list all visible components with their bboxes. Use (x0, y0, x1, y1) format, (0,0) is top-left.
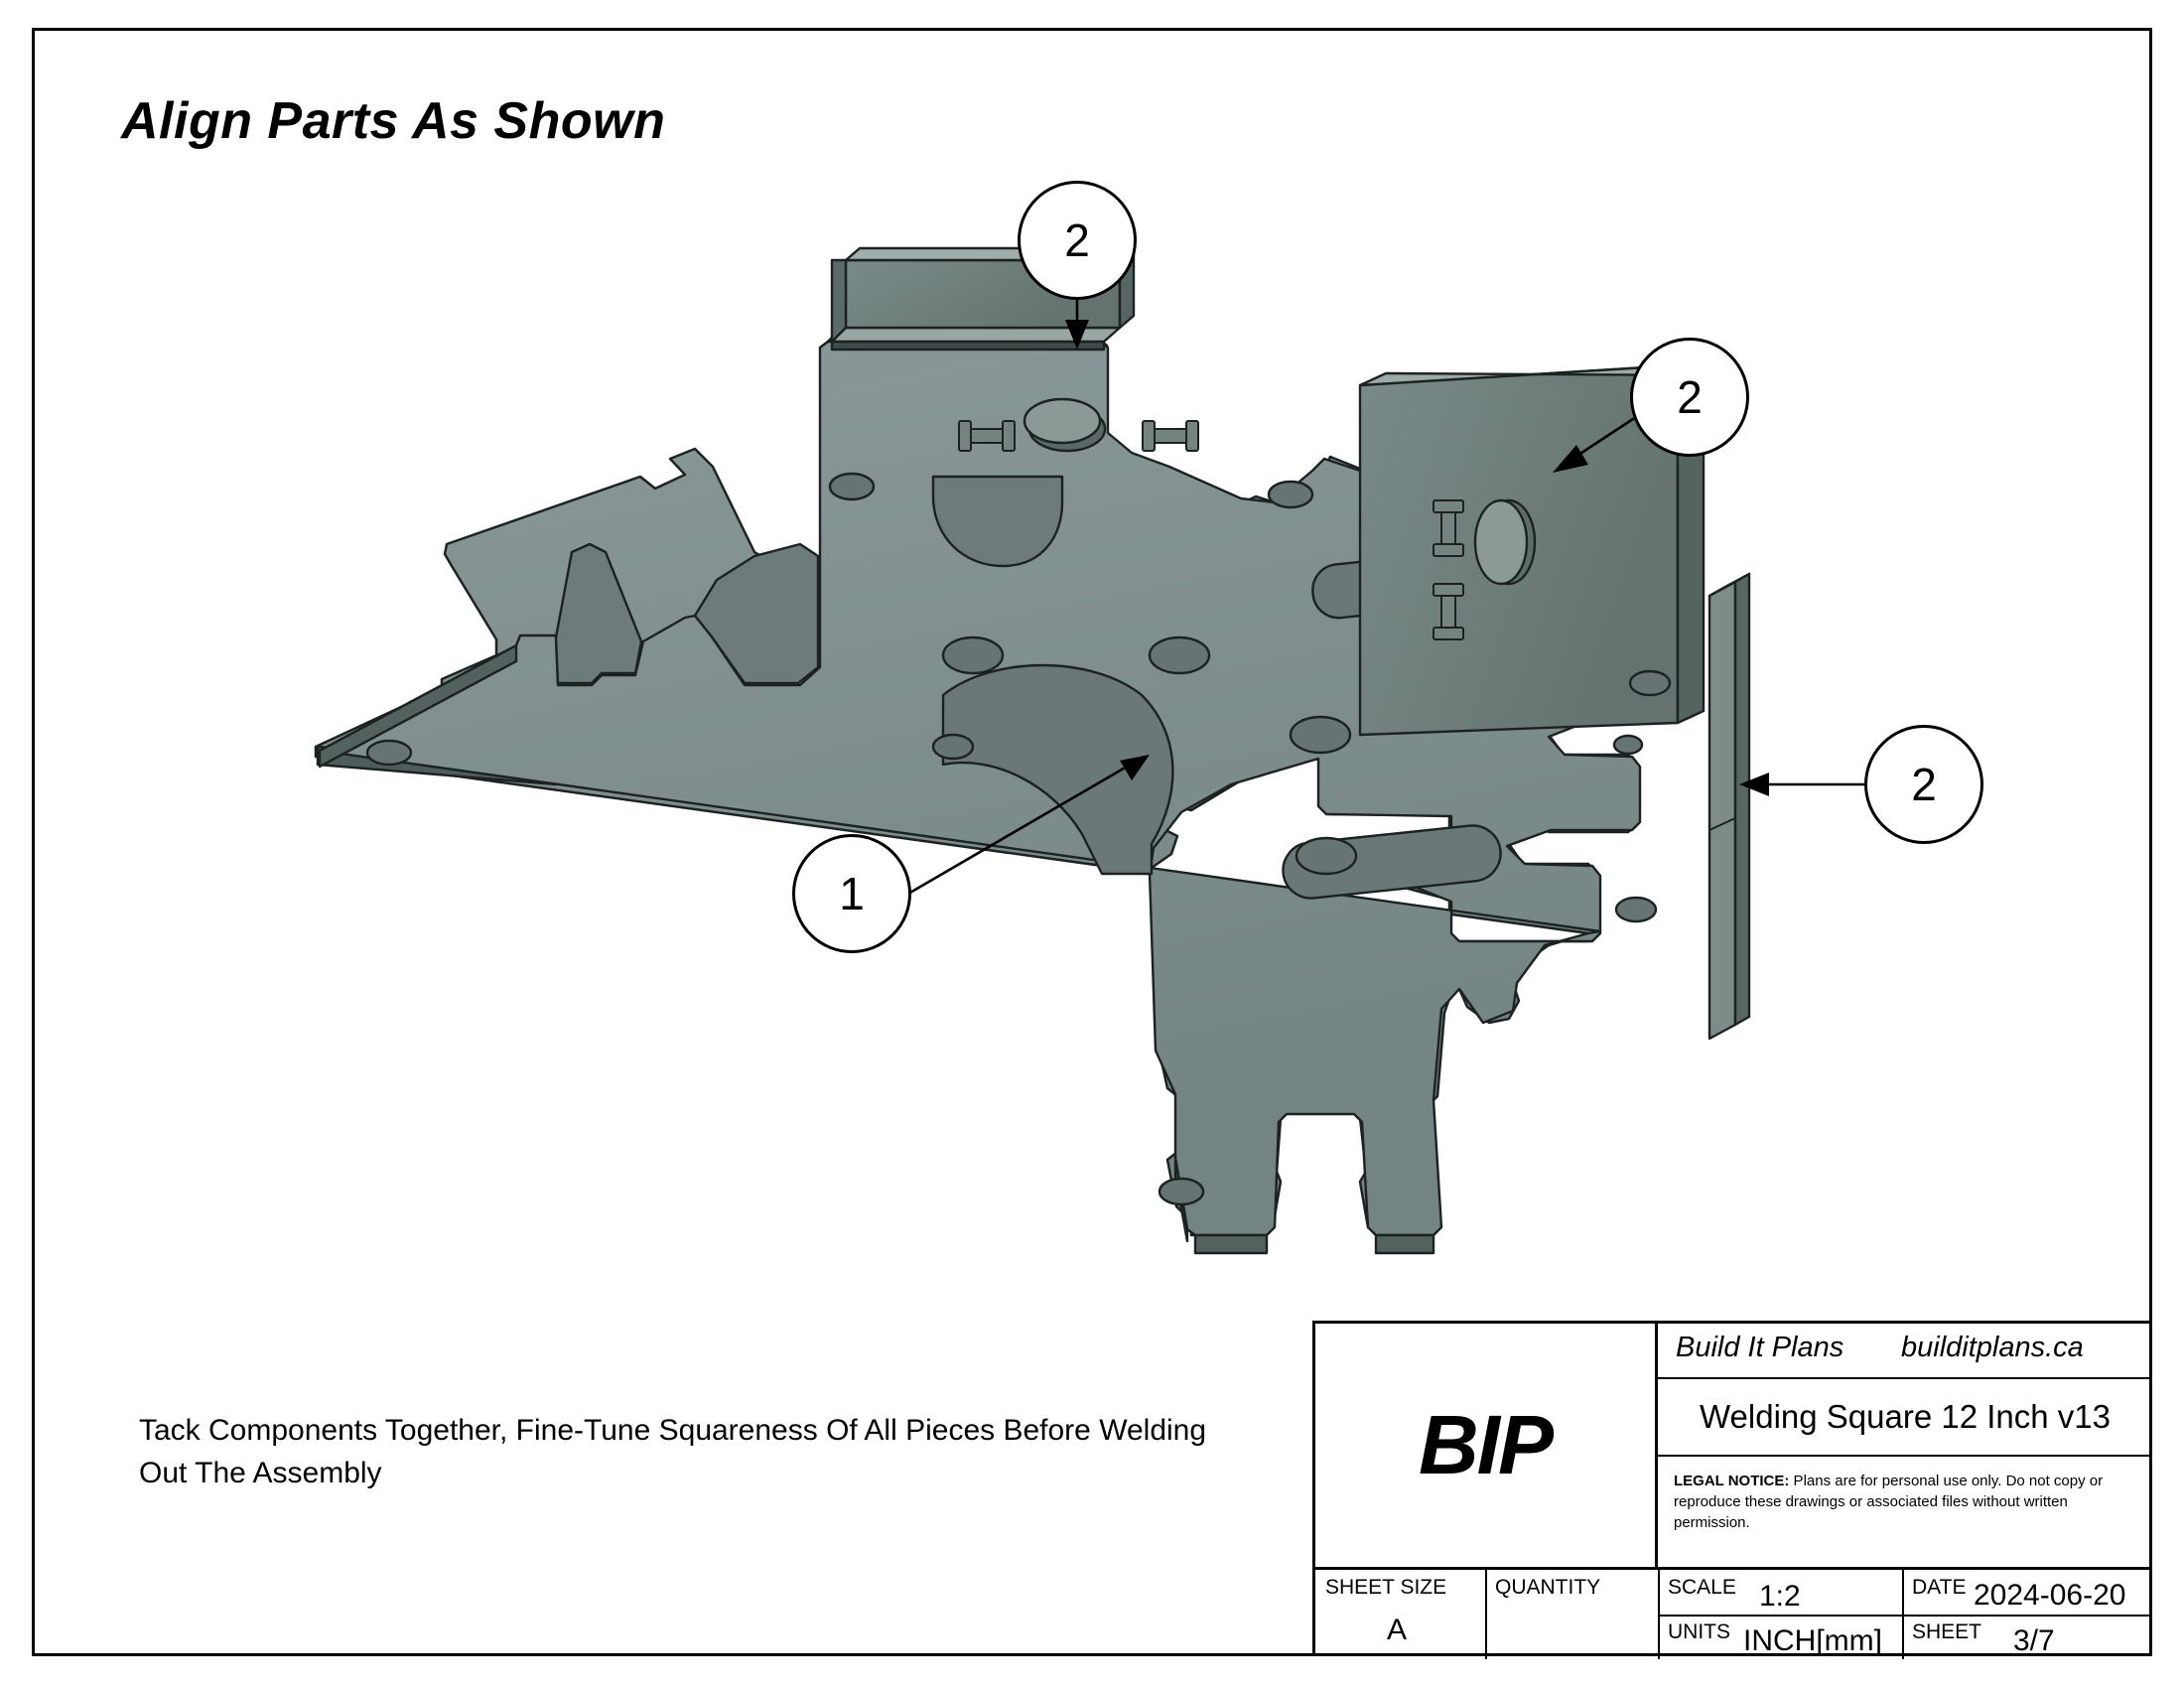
legal-notice (1658, 1457, 2152, 1533)
title-block (1312, 1321, 2152, 1656)
legal-notice-text: Plans are for personal use only. Do not copy or reproduce these drawings or associated files without written permission. (1674, 1473, 2104, 1531)
assembly-note: Tack Components Together, Fine-Tune Squareness Of All Pieces Before Welding Out The Assembly (139, 1414, 1207, 1489)
field-label: UNITS (1668, 1620, 1730, 1643)
balloon-label: 2 (1064, 214, 1090, 266)
balloon-1-main-plate[interactable] (792, 834, 911, 953)
brand-logo: BIP (1418, 1398, 1553, 1491)
balloon-label: 2 (1911, 759, 1937, 810)
right-thin-bar (1709, 574, 1749, 1039)
page-title: Align Parts As Shown (121, 92, 666, 150)
brand-name: Build It Plans (1676, 1332, 1844, 1363)
field-sheet (1902, 1615, 2152, 1659)
field-sheet-size (1315, 1570, 1485, 1659)
field-value: 1:2 (1759, 1580, 1801, 1613)
field-date (1902, 1570, 2152, 1615)
part-name: Welding Square 12 Inch v13 (1658, 1379, 2152, 1457)
title-block-fields (1315, 1567, 2149, 1656)
field-label: SHEET SIZE (1325, 1576, 1447, 1599)
legal-notice-label: LEGAL NOTICE: (1674, 1473, 1790, 1489)
balloon-2-right-lower[interactable] (1864, 725, 1983, 844)
balloon-label: 2 (1677, 371, 1703, 423)
field-scale (1658, 1570, 1902, 1615)
brand-website: builditplans.ca (1901, 1332, 2084, 1363)
plate-geometry (318, 248, 1749, 1253)
logo-cell (1315, 1324, 1658, 1567)
field-value: 2024-06-20 (1974, 1579, 2126, 1612)
field-label: SHEET (1912, 1620, 1982, 1643)
field-quantity (1485, 1570, 1658, 1659)
brand-row (1658, 1324, 2152, 1379)
balloon-2-right-upper[interactable] (1630, 338, 1749, 457)
balloon-2-top[interactable] (1018, 181, 1137, 300)
field-label: DATE (1912, 1576, 1967, 1599)
field-value: 3/7 (2013, 1624, 2055, 1657)
field-units (1658, 1615, 1902, 1659)
field-label: SCALE (1668, 1576, 1736, 1599)
field-label: QUANTITY (1495, 1576, 1601, 1599)
title-block-right (1658, 1324, 2152, 1567)
field-value: A (1387, 1614, 1408, 1646)
field-value: INCH[mm] (1743, 1624, 1882, 1657)
balloon-label: 1 (839, 868, 865, 919)
